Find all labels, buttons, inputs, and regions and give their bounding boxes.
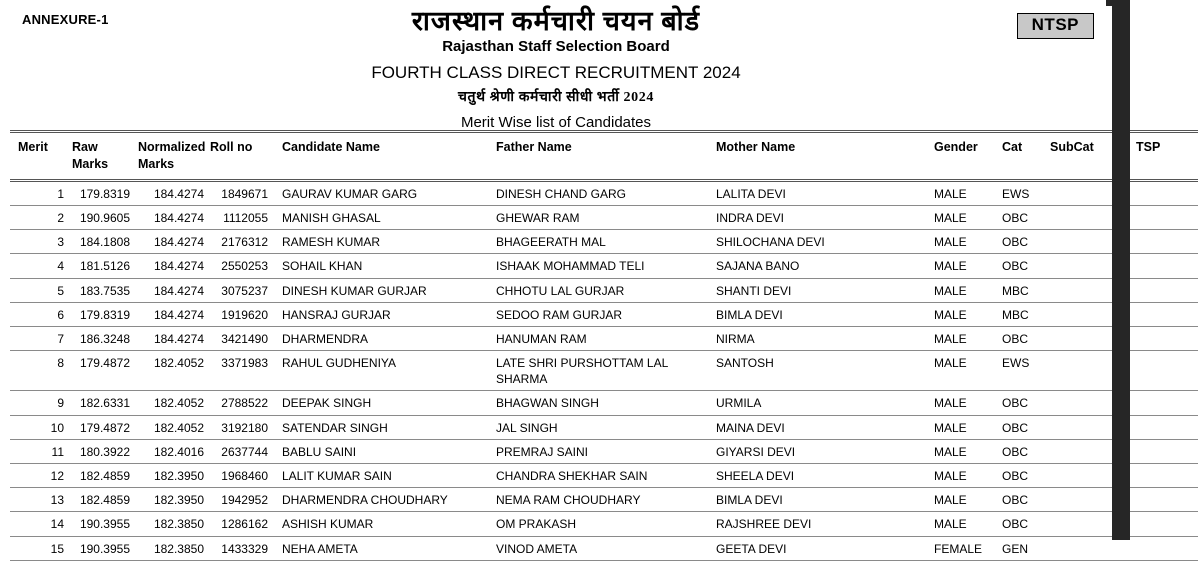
cell-cat: OBC — [998, 391, 1046, 415]
cell-mother-name: GEETA DEVI — [708, 536, 926, 560]
table-body — [10, 180, 1198, 560]
cell-gender: MALE — [926, 302, 998, 326]
cell-gender: MALE — [926, 464, 998, 488]
cell-mother-name: SANTOSH — [708, 351, 926, 391]
title-hindi-main: राजस्थान कर्मचारी चयन बोर्ड — [411, 6, 701, 36]
cell-tsp — [1132, 254, 1198, 278]
cell-normalized-marks: 182.4052 — [134, 391, 208, 415]
title-block — [0, 0, 1112, 133]
cell-candidate-name: DINESH KUMAR GURJAR — [272, 278, 488, 302]
cell-father-name: LATE SHRI PURSHOTTAM LAL SHARMA — [488, 351, 708, 391]
column-header-father-name: Father Name — [488, 132, 708, 181]
ntsp-badge: NTSP — [1017, 13, 1094, 39]
cell-cat: OBC — [998, 326, 1046, 350]
cell-candidate-name: MANISH GHASAL — [272, 205, 488, 229]
cell-raw-marks: 182.6331 — [68, 391, 134, 415]
cell-father-name: DINESH CHAND GARG — [488, 180, 708, 205]
cell-cat: OBC — [998, 512, 1046, 536]
cell-candidate-name: BABLU SAINI — [272, 439, 488, 463]
cell-cat: OBC — [998, 488, 1046, 512]
cell-candidate-name: ASHISH KUMAR — [272, 512, 488, 536]
cell-raw-marks: 190.3955 — [68, 512, 134, 536]
table-row — [10, 230, 1198, 254]
cell-merit: 1 — [10, 180, 68, 205]
cell-candidate-name: DHARMENDRA — [272, 326, 488, 350]
cell-cat: OBC — [998, 464, 1046, 488]
cell-merit: 7 — [10, 326, 68, 350]
table-row — [10, 351, 1198, 391]
cell-mother-name: SHANTI DEVI — [708, 278, 926, 302]
table-row — [10, 302, 1198, 326]
cell-merit: 3 — [10, 230, 68, 254]
cell-tsp — [1132, 278, 1198, 302]
cell-normalized-marks: 184.4274 — [134, 180, 208, 205]
cell-raw-marks: 179.8319 — [68, 302, 134, 326]
cell-roll-no: 2550253 — [208, 254, 272, 278]
cell-tsp — [1132, 464, 1198, 488]
cell-father-name: CHHOTU LAL GURJAR — [488, 278, 708, 302]
table-row — [10, 278, 1198, 302]
cell-tsp — [1132, 351, 1198, 391]
cell-tsp — [1132, 512, 1198, 536]
cell-mother-name: SHILOCHANA DEVI — [708, 230, 926, 254]
cell-cat: MBC — [998, 278, 1046, 302]
table-row — [10, 326, 1198, 350]
cell-father-name: OM PRAKASH — [488, 512, 708, 536]
cell-raw-marks: 181.5126 — [68, 254, 134, 278]
cell-candidate-name: LALIT KUMAR SAIN — [272, 464, 488, 488]
cell-cat: OBC — [998, 439, 1046, 463]
page-right-edge — [1112, 0, 1130, 540]
column-header-gender: Gender — [926, 132, 998, 181]
cell-cat: OBC — [998, 254, 1046, 278]
cell-roll-no: 1286162 — [208, 512, 272, 536]
cell-merit: 14 — [10, 512, 68, 536]
column-header-subcat: SubCat — [1046, 132, 1132, 181]
cell-mother-name: INDRA DEVI — [708, 205, 926, 229]
cell-normalized-marks: 182.3950 — [134, 464, 208, 488]
cell-gender: MALE — [926, 439, 998, 463]
cell-tsp — [1132, 488, 1198, 512]
cell-gender: MALE — [926, 230, 998, 254]
cell-gender: MALE — [926, 512, 998, 536]
cell-roll-no: 1919620 — [208, 302, 272, 326]
cell-father-name: SEDOO RAM GURJAR — [488, 302, 708, 326]
cell-tsp — [1132, 415, 1198, 439]
cell-candidate-name: SOHAIL KHAN — [272, 254, 488, 278]
table-row — [10, 536, 1198, 560]
cell-roll-no: 3421490 — [208, 326, 272, 350]
document-header — [0, 0, 1112, 130]
cell-normalized-marks: 182.3850 — [134, 512, 208, 536]
cell-raw-marks: 179.8319 — [68, 180, 134, 205]
cell-roll-no: 1112055 — [208, 205, 272, 229]
cell-mother-name: LALITA DEVI — [708, 180, 926, 205]
cell-candidate-name: DEEPAK SINGH — [272, 391, 488, 415]
cell-merit: 6 — [10, 302, 68, 326]
table-row — [10, 464, 1198, 488]
cell-mother-name: NIRMA — [708, 326, 926, 350]
cell-candidate-name: SATENDAR SINGH — [272, 415, 488, 439]
cell-mother-name: BIMLA DEVI — [708, 302, 926, 326]
cell-roll-no: 3075237 — [208, 278, 272, 302]
cell-father-name: BHAGEERATH MAL — [488, 230, 708, 254]
table-row — [10, 391, 1198, 415]
column-header-tsp: TSP — [1132, 132, 1198, 181]
cell-father-name: CHANDRA SHEKHAR SAIN — [488, 464, 708, 488]
cell-cat: OBC — [998, 205, 1046, 229]
cell-candidate-name: HANSRAJ GURJAR — [272, 302, 488, 326]
cell-cat: EWS — [998, 351, 1046, 391]
cell-normalized-marks: 182.3950 — [134, 488, 208, 512]
cell-father-name: NEMA RAM CHOUDHARY — [488, 488, 708, 512]
cell-mother-name: GIYARSI DEVI — [708, 439, 926, 463]
cell-gender: MALE — [926, 415, 998, 439]
cell-raw-marks: 190.3955 — [68, 536, 134, 560]
cell-gender: FEMALE — [926, 536, 998, 560]
cell-candidate-name: RAMESH KUMAR — [272, 230, 488, 254]
cell-tsp — [1132, 326, 1198, 350]
cell-normalized-marks: 184.4274 — [134, 254, 208, 278]
column-header-mother-name: Mother Name — [708, 132, 926, 181]
cell-normalized-marks: 184.4274 — [134, 278, 208, 302]
cell-mother-name: SHEELA DEVI — [708, 464, 926, 488]
cell-normalized-marks: 182.4052 — [134, 351, 208, 391]
cell-raw-marks: 190.9605 — [68, 205, 134, 229]
cell-tsp — [1132, 230, 1198, 254]
table-row — [10, 439, 1198, 463]
cell-father-name: JAL SINGH — [488, 415, 708, 439]
cell-merit: 5 — [10, 278, 68, 302]
cell-normalized-marks: 184.4274 — [134, 302, 208, 326]
cell-raw-marks: 186.3248 — [68, 326, 134, 350]
cell-raw-marks: 179.4872 — [68, 351, 134, 391]
cell-father-name: VINOD AMETA — [488, 536, 708, 560]
cell-normalized-marks: 182.3850 — [134, 536, 208, 560]
cell-merit: 8 — [10, 351, 68, 391]
cell-raw-marks: 184.1808 — [68, 230, 134, 254]
cell-cat: GEN — [998, 536, 1046, 560]
table-row — [10, 415, 1198, 439]
table-row — [10, 512, 1198, 536]
merit-list-table — [10, 130, 1198, 561]
cell-mother-name: BIMLA DEVI — [708, 488, 926, 512]
column-header-normalized-marks: Normalized Marks — [134, 132, 208, 181]
cell-roll-no: 2637744 — [208, 439, 272, 463]
cell-tsp — [1132, 180, 1198, 205]
cell-normalized-marks: 184.4274 — [134, 205, 208, 229]
cell-merit: 12 — [10, 464, 68, 488]
cell-normalized-marks: 182.4016 — [134, 439, 208, 463]
cell-roll-no: 1968460 — [208, 464, 272, 488]
cell-father-name: ISHAAK MOHAMMAD TELI — [488, 254, 708, 278]
cell-merit: 4 — [10, 254, 68, 278]
title-english-bold: Rajasthan Staff Selection Board — [442, 38, 670, 56]
cell-mother-name: URMILA — [708, 391, 926, 415]
cell-roll-no: 3192180 — [208, 415, 272, 439]
cell-roll-no: 3371983 — [208, 351, 272, 391]
cell-gender: MALE — [926, 205, 998, 229]
cell-candidate-name: RAHUL GUDHENIYA — [272, 351, 488, 391]
cell-roll-no: 2176312 — [208, 230, 272, 254]
cell-roll-no: 1942952 — [208, 488, 272, 512]
cell-cat: MBC — [998, 302, 1046, 326]
cell-tsp — [1132, 536, 1198, 560]
cell-mother-name: RAJSHREE DEVI — [708, 512, 926, 536]
cell-raw-marks: 179.4872 — [68, 415, 134, 439]
cell-cat: OBC — [998, 415, 1046, 439]
title-recruitment-hindi: चतुर्थ श्रेणी कर्मचारी सीधी भर्ती 2024 — [458, 89, 654, 105]
column-header-raw-marks: Raw Marks — [68, 132, 134, 181]
cell-father-name: BHAGWAN SINGH — [488, 391, 708, 415]
cell-merit: 2 — [10, 205, 68, 229]
cell-candidate-name: NEHA AMETA — [272, 536, 488, 560]
table-header — [10, 132, 1198, 181]
cell-father-name: GHEWAR RAM — [488, 205, 708, 229]
title-recruitment-english: FOURTH CLASS DIRECT RECRUITMENT 2024 — [371, 62, 741, 82]
cell-candidate-name: DHARMENDRA CHOUDHARY — [272, 488, 488, 512]
cell-merit: 10 — [10, 415, 68, 439]
table-row — [10, 488, 1198, 512]
cell-gender: MALE — [926, 254, 998, 278]
cell-roll-no: 1849671 — [208, 180, 272, 205]
cell-tsp — [1132, 391, 1198, 415]
table-row — [10, 180, 1198, 205]
table-row — [10, 254, 1198, 278]
cell-raw-marks: 182.4859 — [68, 464, 134, 488]
cell-normalized-marks: 184.4274 — [134, 326, 208, 350]
cell-merit: 11 — [10, 439, 68, 463]
cell-normalized-marks: 182.4052 — [134, 415, 208, 439]
cell-raw-marks: 180.3922 — [68, 439, 134, 463]
cell-merit: 15 — [10, 536, 68, 560]
cell-mother-name: MAINA DEVI — [708, 415, 926, 439]
cell-gender: MALE — [926, 180, 998, 205]
column-header-cat: Cat — [998, 132, 1046, 181]
table-row — [10, 205, 1198, 229]
column-header-roll-no: Roll no — [208, 132, 272, 181]
cell-gender: MALE — [926, 351, 998, 391]
cell-father-name: PREMRAJ SAINI — [488, 439, 708, 463]
cell-merit: 9 — [10, 391, 68, 415]
annexure-label: ANNEXURE-1 — [22, 12, 109, 27]
cell-gender: MALE — [926, 391, 998, 415]
cell-gender: MALE — [926, 326, 998, 350]
cell-tsp — [1132, 302, 1198, 326]
cell-raw-marks: 182.4859 — [68, 488, 134, 512]
cell-raw-marks: 183.7535 — [68, 278, 134, 302]
cell-cat: EWS — [998, 180, 1046, 205]
cell-merit: 13 — [10, 488, 68, 512]
page-subtitle: Merit Wise list of Candidates — [460, 114, 652, 132]
cell-father-name: HANUMAN RAM — [488, 326, 708, 350]
cell-tsp — [1132, 205, 1198, 229]
column-header-candidate-name: Candidate Name — [272, 132, 488, 181]
cell-gender: MALE — [926, 488, 998, 512]
cell-gender: MALE — [926, 278, 998, 302]
column-header-merit: Merit — [10, 132, 68, 181]
cell-normalized-marks: 184.4274 — [134, 230, 208, 254]
cell-tsp — [1132, 439, 1198, 463]
cell-candidate-name: GAURAV KUMAR GARG — [272, 180, 488, 205]
table-header-row — [10, 132, 1198, 181]
cell-cat: OBC — [998, 230, 1046, 254]
page-corner-edge — [1106, 0, 1112, 6]
cell-mother-name: SAJANA BANO — [708, 254, 926, 278]
cell-roll-no: 2788522 — [208, 391, 272, 415]
cell-roll-no: 1433329 — [208, 536, 272, 560]
